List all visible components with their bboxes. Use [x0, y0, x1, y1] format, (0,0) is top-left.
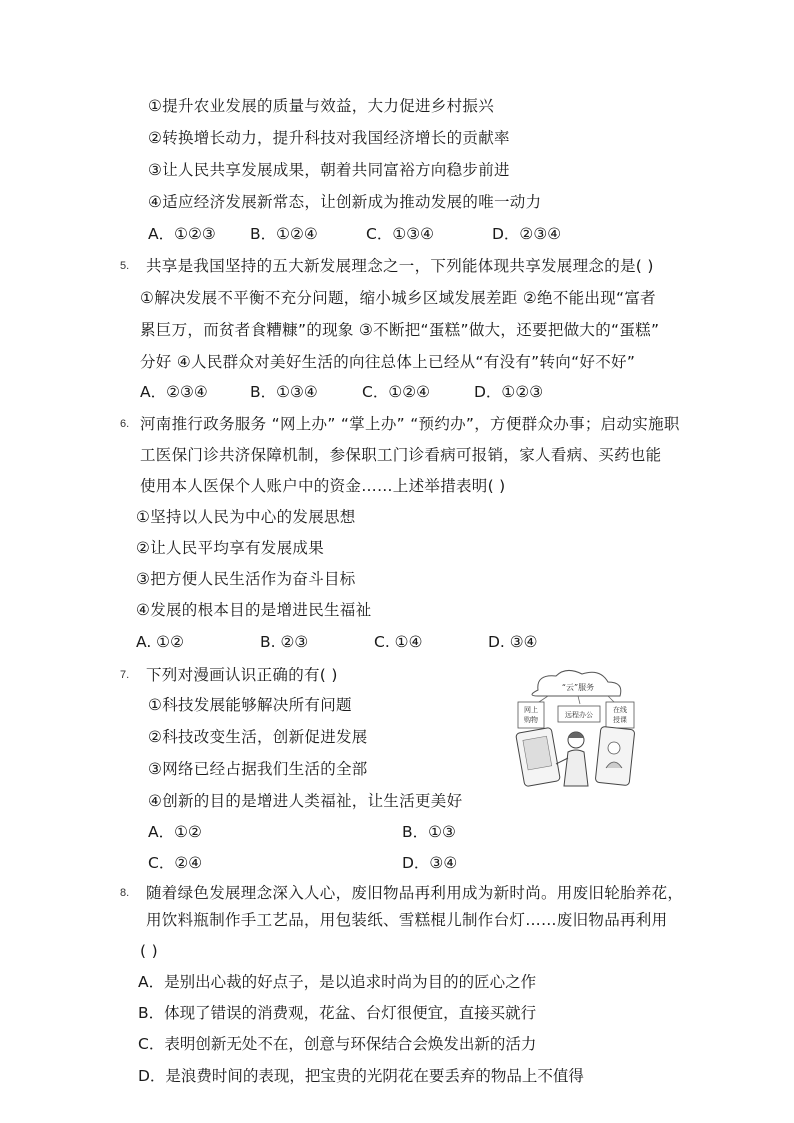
q6-option-a: A. ①②: [136, 633, 184, 651]
q5-option-c: C．①②④: [362, 383, 431, 401]
q8-stem: 随着绿色发展理念深入人心，废旧物品再利用成为新时尚。用废旧轮胎养花，: [146, 884, 684, 902]
q6-option-d: D. ③④: [488, 633, 538, 651]
q7-item-1: ①科技发展能够解决所有问题: [148, 696, 352, 714]
q7-option-a: A．①②: [148, 823, 202, 841]
q6-item-4: ④发展的根本目的是增进民生福祉: [136, 601, 372, 619]
right-panel-line-1: 在线: [613, 706, 627, 714]
q4-item-2: ②转换增长动力，提升科技对我国经济增长的贡献率: [148, 129, 510, 147]
q5-option-a: A．②③④: [140, 383, 208, 401]
q5-line-3: 累巨万，而贫者食糟糠”的现象 ③不断把“蛋糕”做大，还要把做大的“蛋糕”: [140, 321, 660, 339]
q6-line-2: 工医保门诊共济保障机制，参保职工门诊看病可报销，家人看病、买药也能: [140, 446, 662, 464]
q7-item-3: ③网络已经占据我们生活的全部: [148, 760, 368, 778]
q5-line-2: ①解决发展不平衡不充分问题，缩小城乡区域发展差距 ②绝不能出现“富者: [140, 289, 656, 307]
q5-stem: 共享是我国坚持的五大新发展理念之一，下列能体现共享发展理念的是( ): [146, 257, 654, 275]
q6-item-3: ③把方便人民生活作为奋斗目标: [136, 570, 356, 588]
q4-item-4: ④适应经济发展新常态，让创新成为推动发展的唯一动力: [148, 193, 542, 211]
q8-option-a: A．是别出心裁的好点子，是以追求时尚为目的的匠心之作: [138, 973, 537, 991]
q6-item-1: ①坚持以人民为中心的发展思想: [136, 508, 356, 526]
q7-item-2: ②科技改变生活，创新促进发展: [148, 728, 368, 746]
q6-line-3: 使用本人医保个人账户中的资金……上述举措表明( ): [140, 477, 506, 495]
q8-line-3: ( ): [140, 942, 158, 960]
q5-option-b: B．①③④: [250, 383, 318, 401]
q8-option-d: D．是浪费时间的表现，把宝贵的光阴花在要丢弃的物品上不值得: [138, 1067, 584, 1085]
q7-option-d: D．③④: [402, 854, 458, 872]
q4-option-b: B．①②④: [250, 225, 318, 243]
q4-option-d: D．②③④: [492, 225, 562, 243]
q7-stem: 下列对漫画认识正确的有( ): [146, 666, 338, 684]
q6-option-b: B. ②③: [260, 633, 309, 651]
left-panel-line-2: 购物: [524, 716, 538, 724]
q7-item-4: ④创新的目的是增进人类福祉，让生活更美好: [148, 792, 463, 810]
q7-option-b: B．①③: [402, 823, 456, 841]
q4-item-1: ①提升农业发展的质量与效益，大力促进乡村振兴: [148, 97, 494, 115]
q7-number: 7.: [120, 669, 130, 681]
q8-option-c: C．表明创新无处不在，创意与环保结合会焕发出新的活力: [138, 1035, 537, 1053]
q4-option-c: C．①③④: [366, 225, 435, 243]
center-panel-label: 远程办公: [565, 711, 593, 719]
q6-number: 6.: [120, 418, 130, 430]
q6-stem: 河南推行政务服务 “网上办” “掌上办” “预约办”，方便群众办事；启动实施职: [140, 415, 680, 433]
q4-item-3: ③让人民共享发展成果，朝着共同富裕方向稳步前进: [148, 161, 510, 179]
q8-option-b: B．体现了错误的消费观，花盆、台灯很便宜，直接买就行: [138, 1004, 537, 1022]
cloud-label: “云”服务: [561, 683, 595, 692]
q8-number: 8.: [120, 887, 130, 899]
left-panel-line-1: 网上: [524, 706, 538, 714]
q6-item-2: ②让人民平均享有发展成果: [136, 539, 324, 557]
right-panel-line-2: 授课: [613, 716, 627, 724]
q4-option-a: A．①②③: [148, 225, 216, 243]
q5-option-d: D．①②③: [474, 383, 544, 401]
q5-number: 5.: [120, 260, 130, 272]
q8-line-2: 用饮料瓶制作手工艺品，用包装纸、雪糕棍儿制作台灯……废旧物品再利用: [146, 911, 668, 929]
q5-line-4: 分好 ④人民群众对美好生活的向往总体上已经从“有没有”转向“好不好”: [140, 353, 636, 371]
q7-option-c: C．②④: [148, 854, 203, 872]
q6-option-c: C. ①④: [374, 633, 423, 651]
cloud-service-cartoon: [508, 668, 648, 792]
